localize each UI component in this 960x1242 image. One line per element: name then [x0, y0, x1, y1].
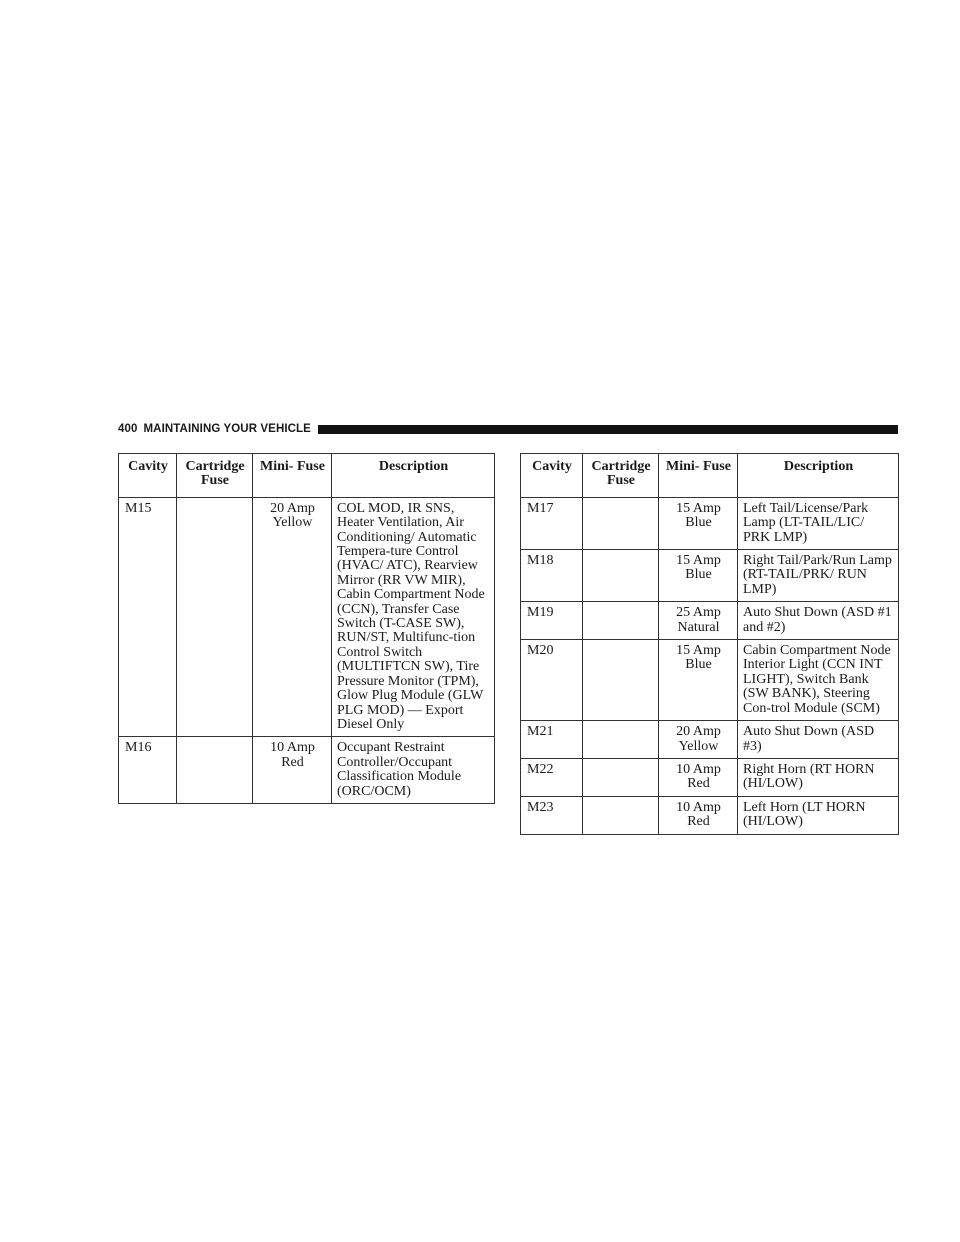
table-row — [521, 602, 899, 640]
mini-fuse-cell: 10 Amp Red — [253, 737, 332, 804]
mini-fuse-cell: 20 Amp Yellow — [659, 721, 738, 759]
cavity-cell: M22 — [521, 758, 583, 796]
description-cell: Right Horn (RT HORN (HI/LOW) — [738, 758, 899, 796]
fuse-table-left — [118, 453, 495, 804]
mini-fuse-cell: 20 Amp Yellow — [253, 497, 332, 737]
column-header-mini: Mini- Fuse — [659, 454, 738, 498]
description-cell: Right Tail/Park/Run Lamp (RT-TAIL/PRK/ RUN LMP) — [738, 550, 899, 602]
cartridge-cell — [177, 497, 253, 737]
description-cell: Left Horn (LT HORN (HI/LOW) — [738, 796, 899, 834]
description-cell: Left Tail/License/Park Lamp (LT-TAIL/LIC/ PRK LMP) — [738, 497, 899, 549]
table-row — [119, 737, 495, 804]
mini-fuse-cell: 25 Amp Natural — [659, 602, 738, 640]
description-cell: Auto Shut Down (ASD #1 and #2) — [738, 602, 899, 640]
table-header-row — [119, 454, 495, 498]
table-row — [119, 497, 495, 737]
header-rule — [318, 425, 898, 434]
column-header-description: Description — [738, 454, 899, 498]
mini-fuse-cell: 15 Amp Blue — [659, 550, 738, 602]
mini-fuse-cell: 10 Amp Red — [659, 796, 738, 834]
table-row — [521, 640, 899, 721]
mini-fuse-cell: 10 Amp Red — [659, 758, 738, 796]
table-header-row — [521, 454, 899, 498]
description-cell: Cabin Compartment Node Interior Light (CCN INT LIGHT), Switch Bank (SW BANK), Steering Con-trol Module (SCM) — [738, 640, 899, 721]
column-header-cavity: Cavity — [119, 454, 177, 498]
cavity-cell: M17 — [521, 497, 583, 549]
table-row — [521, 758, 899, 796]
fuse-table-right — [520, 453, 899, 835]
cartridge-cell — [583, 640, 659, 721]
page-number: 400 — [118, 423, 138, 435]
column-header-mini: Mini- Fuse — [253, 454, 332, 498]
cavity-cell: M23 — [521, 796, 583, 834]
column-header-cavity: Cavity — [521, 454, 583, 498]
cavity-cell: M21 — [521, 721, 583, 759]
mini-fuse-cell: 15 Amp Blue — [659, 497, 738, 549]
description-cell: Auto Shut Down (ASD #3) — [738, 721, 899, 759]
column-header-cartridge: Cartridge Fuse — [583, 454, 659, 498]
cartridge-cell — [583, 602, 659, 640]
cartridge-cell — [583, 796, 659, 834]
section-title: MAINTAINING YOUR VEHICLE — [143, 423, 311, 435]
description-cell: COL MOD, IR SNS, Heater Ventilation, Air Conditioning/ Automatic Tempera-ture Control (HVAC/ ATC), Rearview Mirror (RR VW MIR), Cabin Compartment Node (CCN), Transfer Case Switch (T-CASE SW), RUN/ST, Multifunc-tion Control Switch (MULTIFTCN SW), Tire Pressure Monitor (TPM), Glow Plug Module (GLW PLG MOD) — Export Diesel Only — [332, 497, 495, 737]
table-row — [521, 550, 899, 602]
cavity-cell: M18 — [521, 550, 583, 602]
cartridge-cell — [583, 550, 659, 602]
column-header-description: Description — [332, 454, 495, 498]
cartridge-cell — [583, 497, 659, 549]
cartridge-cell — [583, 721, 659, 759]
cavity-cell: M20 — [521, 640, 583, 721]
cartridge-cell — [583, 758, 659, 796]
page-header — [118, 420, 898, 438]
cavity-cell: M16 — [119, 737, 177, 804]
description-cell: Occupant Restraint Controller/Occupant Classification Module (ORC/OCM) — [332, 737, 495, 804]
cavity-cell: M15 — [119, 497, 177, 737]
column-header-cartridge: Cartridge Fuse — [177, 454, 253, 498]
table-row — [521, 497, 899, 549]
table-row — [521, 721, 899, 759]
cartridge-cell — [177, 737, 253, 804]
cavity-cell: M19 — [521, 602, 583, 640]
table-row — [521, 796, 899, 834]
mini-fuse-cell: 15 Amp Blue — [659, 640, 738, 721]
